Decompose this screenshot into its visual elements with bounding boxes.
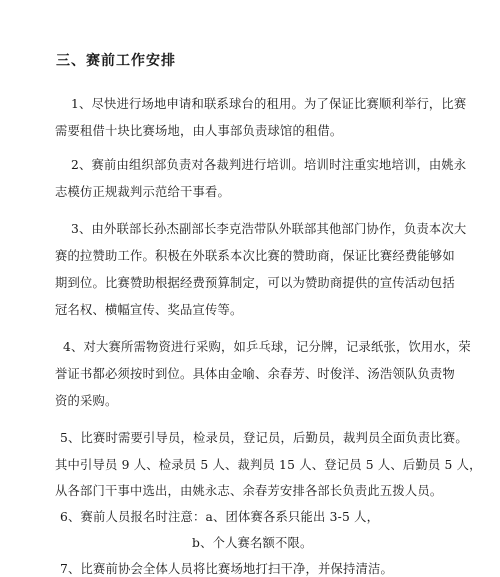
section-heading: 三、赛前工作安排 — [56, 53, 176, 69]
item-3-line-3: 期到位。比赛赞助根据经费预算制定，可以为赞助商提供的宣传活动包括 — [55, 276, 455, 290]
item-4-line-3: 资的采购。 — [55, 394, 118, 408]
item-2-line-1: 2、赛前由组织部负责对各裁判进行培训。培训时注重实地培训，由姚永 — [71, 158, 467, 172]
item-5-line-2: 其中引导员 9 人、检录员 5 人、裁判员 15 人、登记员 5 人、后勤员 5 人， — [55, 458, 482, 472]
item-6-line-2: b、个人赛名额不限。 — [192, 536, 313, 550]
item-4-line-1: 4、对大赛所需物资进行采购，如乒乓球，记分牌，记录纸张，饮用水，荣 — [63, 340, 471, 354]
item-2-line-2: 志模仿正规裁判示范给干事看。 — [55, 185, 230, 199]
item-5-line-1: 5、比赛时需要引导员，检录员，登记员，后勤员，裁判员全面负责比赛。 — [60, 431, 468, 445]
item-3-line-1: 3、由外联部长孙杰副部长李克浩带队外联部其他部门协作，负责本次大 — [71, 222, 467, 236]
item-7-line-1: 7、比赛前协会全体人员将比赛场地打扫干净，并保持清洁。 — [60, 562, 393, 576]
item-5-line-3: 从各部门干事中选出，由姚永志、余春芳安排各部长负责此五拨人员。 — [55, 484, 443, 498]
item-3-line-2: 赛的拉赞助工作。积极在外联系本次比赛的赞助商，保证比赛经费能够如 — [55, 249, 455, 263]
item-6-line-1: 6、赛前人员报名时注意：a、团体赛各系只能出 3-5 人， — [60, 510, 380, 524]
item-4-line-2: 誉证书都必须按时到位。具体由金喻、余春芳、时俊洋、汤浩领队负责物 — [55, 367, 455, 381]
item-3-line-4: 冠名权、横幅宣传、奖品宣传等。 — [55, 303, 243, 317]
item-1-line-1: 1、尽快进行场地申请和联系球台的租用。为了保证比赛顺利举行，比赛 — [71, 97, 467, 111]
item-1-line-2: 需要租借十块比赛场地，由人事部负责球馆的租借。 — [55, 124, 343, 138]
